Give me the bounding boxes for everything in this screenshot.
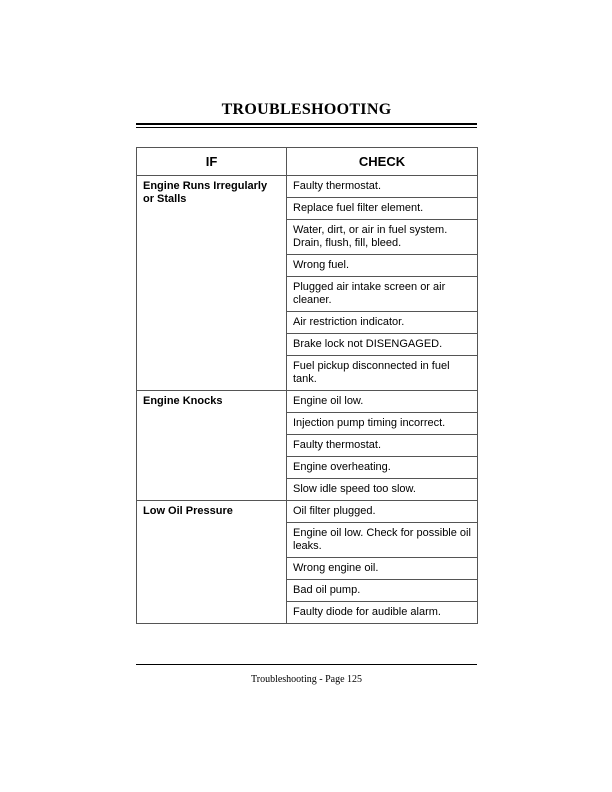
- check-item: Replace fuel filter element.: [287, 198, 478, 220]
- check-item: Wrong fuel.: [287, 255, 478, 277]
- check-item: Faulty diode for audible alarm.: [287, 602, 478, 624]
- table-row: [137, 391, 478, 413]
- column-header-check: CHECK: [287, 148, 478, 176]
- condition-engine-runs-irregularly: Engine Runs Irregularly or Stalls: [137, 176, 287, 391]
- check-item: Oil filter plugged.: [287, 501, 478, 523]
- check-item: Injection pump timing incorrect.: [287, 413, 478, 435]
- footer-rule: [136, 664, 477, 665]
- check-item: Plugged air intake screen or air cleaner.: [287, 277, 478, 312]
- column-header-if: IF: [137, 148, 287, 176]
- check-item: Engine overheating.: [287, 457, 478, 479]
- table-row: [137, 176, 478, 198]
- check-item: Faulty thermostat.: [287, 435, 478, 457]
- check-item: Engine oil low. Check for possible oil leaks.: [287, 523, 478, 558]
- table-header-row: [137, 148, 478, 176]
- title-underline-thick: [136, 123, 477, 125]
- check-item: Brake lock not DISENGAGED.: [287, 334, 478, 356]
- page-footer: Troubleshooting - Page 125: [250, 674, 363, 685]
- table-row: [137, 501, 478, 523]
- check-item: Faulty thermostat.: [287, 176, 478, 198]
- check-item: Engine oil low.: [287, 391, 478, 413]
- condition-low-oil-pressure: Low Oil Pressure: [137, 501, 287, 624]
- check-item: Water, dirt, or air in fuel system. Drain, flush, fill, bleed.: [287, 220, 478, 255]
- check-item: Wrong engine oil.: [287, 558, 478, 580]
- title-underline-thin: [136, 127, 477, 128]
- check-item: Bad oil pump.: [287, 580, 478, 602]
- check-item: Air restriction indicator.: [287, 312, 478, 334]
- check-item: Slow idle speed too slow.: [287, 479, 478, 501]
- troubleshooting-table: [136, 147, 478, 624]
- page-title: TROUBLESHOOTING: [221, 101, 392, 118]
- check-item: Fuel pickup disconnected in fuel tank.: [287, 356, 478, 391]
- condition-engine-knocks: Engine Knocks: [137, 391, 287, 501]
